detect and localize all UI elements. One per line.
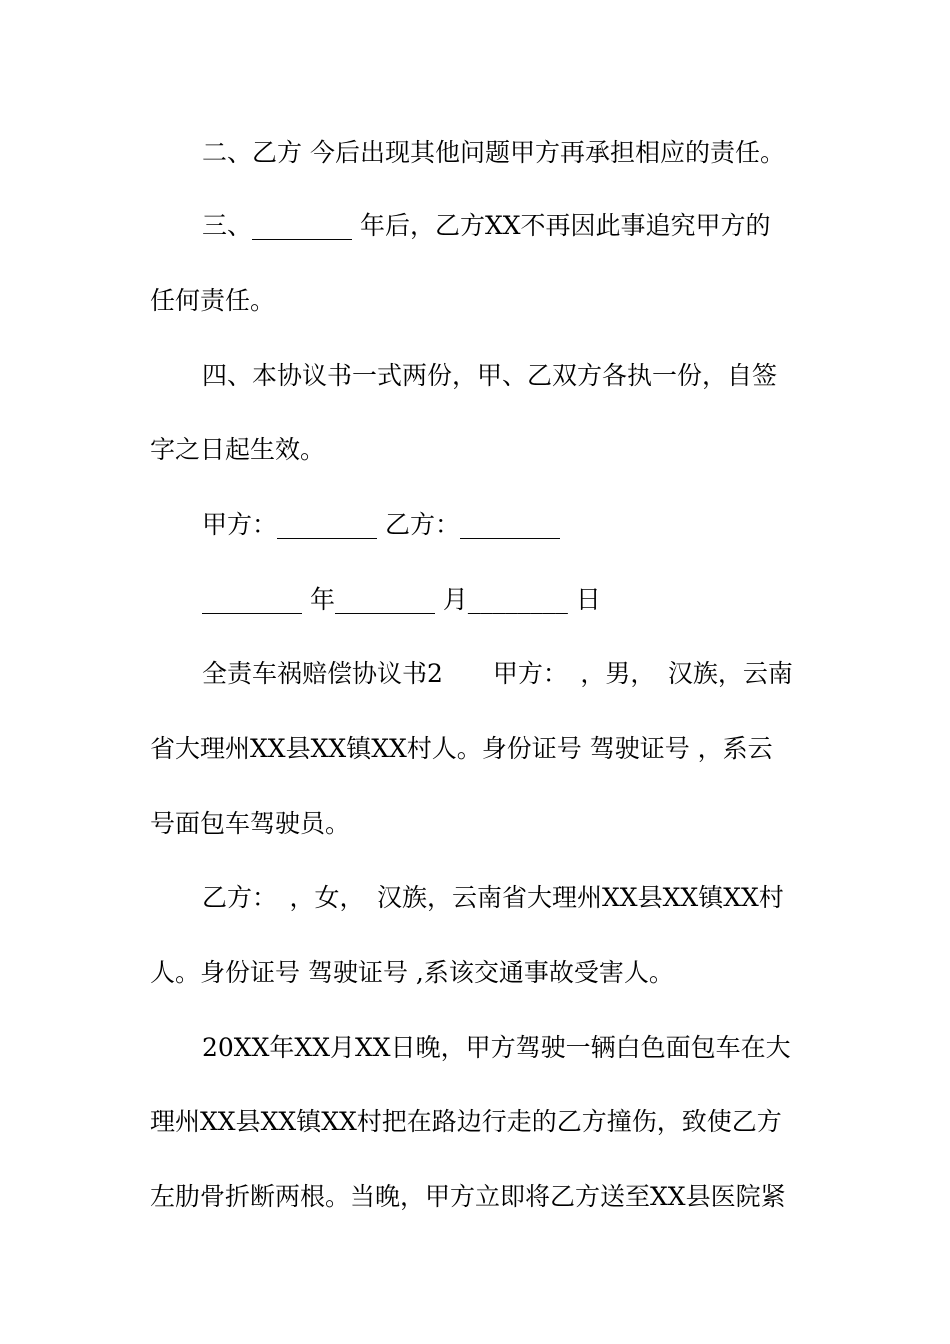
party-a-address-line: 省大理州XX县XX镇XX村人。身份证号 驾驶证号 ，系云 xyxy=(150,734,773,763)
incident-line-3: 左肋骨折断两根。当晚，甲方立即将乙方送至XX县医院紧 xyxy=(150,1182,786,1211)
incident-line-1: 20XX年XX月XX日晚，甲方驾驶一辆白色面包车在大 xyxy=(202,1033,791,1062)
date-line: ________ 年________ 月________ 日 xyxy=(202,585,601,614)
agreement-two-title-line: 全责车祸赔偿协议书2 甲方： ，男， 汉族，云南 xyxy=(202,659,793,688)
party-b-id-line: 人。身份证号 驾驶证号 ,系该交通事故受害人。 xyxy=(150,958,674,987)
party-b-line: 乙方： ，女， 汉族，云南省大理州XX县XX镇XX村 xyxy=(202,883,784,912)
clause-four-line: 四、本协议书一式两份，甲、乙双方各执一份，自签 xyxy=(202,361,778,390)
party-a-role-line: 号面包车驾驶员。 xyxy=(150,809,351,838)
incident-line-2: 理州XX县XX镇XX村把在路边行走的乙方撞伤，致使乙方 xyxy=(150,1107,782,1136)
clause-three-line: 三、________ 年后，乙方XX不再因此事追究甲方的 xyxy=(202,211,771,240)
clause-three-continuation: 任何责任。 xyxy=(150,286,276,315)
clause-two-line: 二、乙方 今后出现其他问题甲方再承担相应的责任。 xyxy=(202,138,785,167)
clause-four-continuation: 字之日起生效。 xyxy=(150,435,326,464)
signature-line: 甲方：________ 乙方：________ xyxy=(202,510,560,539)
